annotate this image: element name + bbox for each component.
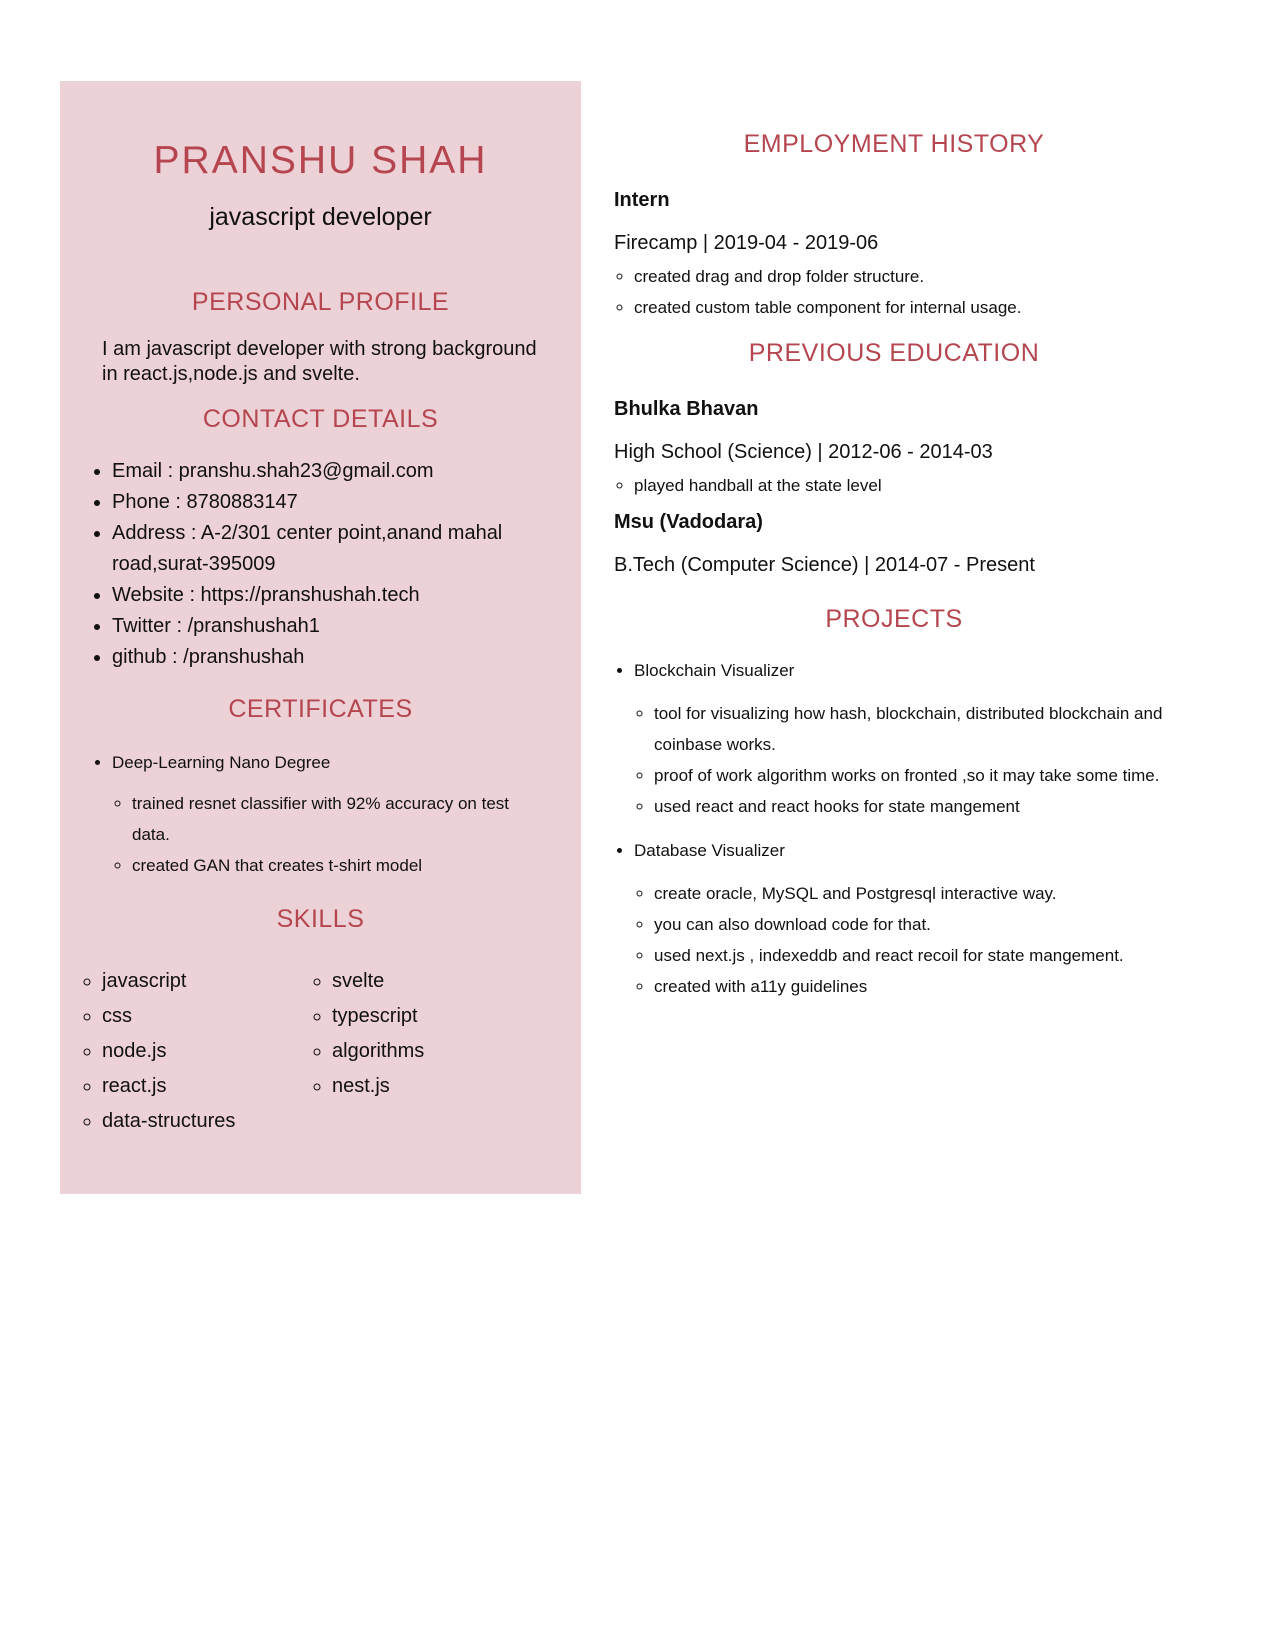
project-detail-list [634, 878, 1174, 1002]
job-role: Intern [614, 189, 670, 211]
project-detail: ◦ you can also download code for that. [654, 909, 1174, 940]
certificate-name: Deep-Learning Nano Degree [112, 753, 331, 772]
skill-item: ◦ typescript [332, 999, 562, 1034]
school-name: Msu (Vadodara) [614, 511, 763, 533]
project-detail: ◦ used react and react hooks for state mangement [654, 791, 1174, 822]
school-name: Bhulka Bhavan [614, 398, 759, 420]
sidebar [60, 81, 581, 1194]
job-duty-list [614, 261, 1174, 323]
job-duty: ◦ created drag and drop folder structure. [634, 261, 1174, 292]
certificate-detail: ◦ trained resnet classifier with 92% accuracy on test data. [132, 788, 551, 850]
projects-heading: PROJECTS [825, 605, 963, 633]
job-company-dates: Firecamp | 2019-04 - 2019-06 [614, 232, 879, 254]
certificate-detail: ◦ created GAN that creates t-shirt model [132, 850, 551, 881]
profile-text: I am javascript developer with strong background in react.js,node.js and svelte. [102, 338, 537, 385]
project-item [634, 656, 1174, 822]
certificate-list [60, 748, 551, 881]
contact-github: • github : /pranshushah [112, 642, 551, 673]
education-note: ◦ played handball at the state level [634, 470, 1174, 501]
employment-history-heading: EMPLOYMENT HISTORY [743, 130, 1045, 158]
contact-website: • Website : https://pranshushah.tech [112, 580, 551, 611]
project-detail: ◦ tool for visualizing how hash, blockchain, distributed blockchain and coinbase works. [654, 698, 1174, 760]
certificate-detail-list [112, 788, 551, 881]
skill-item: ◦ javascript [102, 964, 332, 999]
job-duty: ◦ created custom table component for internal usage. [634, 292, 1174, 323]
skill-item: ◦ css [102, 999, 332, 1034]
education-entry [614, 511, 1174, 577]
contact-phone: • Phone : 8780883147 [112, 487, 551, 518]
project-name: Blockchain Visualizer [634, 661, 795, 680]
education-note-list [614, 470, 1174, 501]
project-item [634, 836, 1174, 1002]
project-detail: ◦ create oracle, MySQL and Postgresql interactive way. [654, 878, 1174, 909]
degree-dates: High School (Science) | 2012-06 - 2014-03 [614, 441, 993, 463]
skill-item: ◦ svelte [332, 964, 562, 999]
project-detail: ◦ proof of work algorithm works on fronted ,so it may take some time. [654, 760, 1174, 791]
personal-profile-heading: PERSONAL PROFILE [191, 288, 450, 316]
contact-address: • Address : A-2/301 center point,anand mahal road,surat-395009 [112, 518, 551, 580]
contact-list [60, 456, 551, 673]
education-entry [614, 398, 1174, 501]
skills-list [60, 964, 551, 1139]
degree-dates: B.Tech (Computer Science) | 2014-07 - Present [614, 554, 1035, 576]
candidate-name: PRANSHU SHAH [153, 139, 488, 182]
skill-item: ◦ nest.js [332, 1069, 562, 1104]
job-entry [614, 189, 1174, 323]
project-name: Database Visualizer [634, 841, 785, 860]
project-detail: ◦ used next.js , indexeddb and react recoil for state mangement. [654, 940, 1174, 971]
previous-education-heading: PREVIOUS EDUCATION [748, 339, 1040, 367]
contact-details-heading: CONTACT DETAILS [202, 405, 439, 433]
project-detail: ◦ created with a11y guidelines [654, 971, 1174, 1002]
certificate-item [112, 748, 551, 881]
skill-item: ◦ react.js [102, 1069, 332, 1104]
contact-email: • Email : pranshu.shah23@gmail.com [112, 456, 551, 487]
project-list [614, 656, 1174, 1002]
skills-heading: SKILLS [276, 905, 365, 933]
project-detail-list [634, 698, 1174, 822]
certificates-heading: CERTIFICATES [228, 695, 413, 723]
job-title: javascript developer [209, 203, 432, 231]
main-content [614, 81, 1174, 1016]
contact-twitter: • Twitter : /pranshushah1 [112, 611, 551, 642]
skill-item: ◦ data-structures [102, 1104, 332, 1139]
skill-item: ◦ algorithms [332, 1034, 562, 1069]
skill-item: ◦ node.js [102, 1034, 332, 1069]
